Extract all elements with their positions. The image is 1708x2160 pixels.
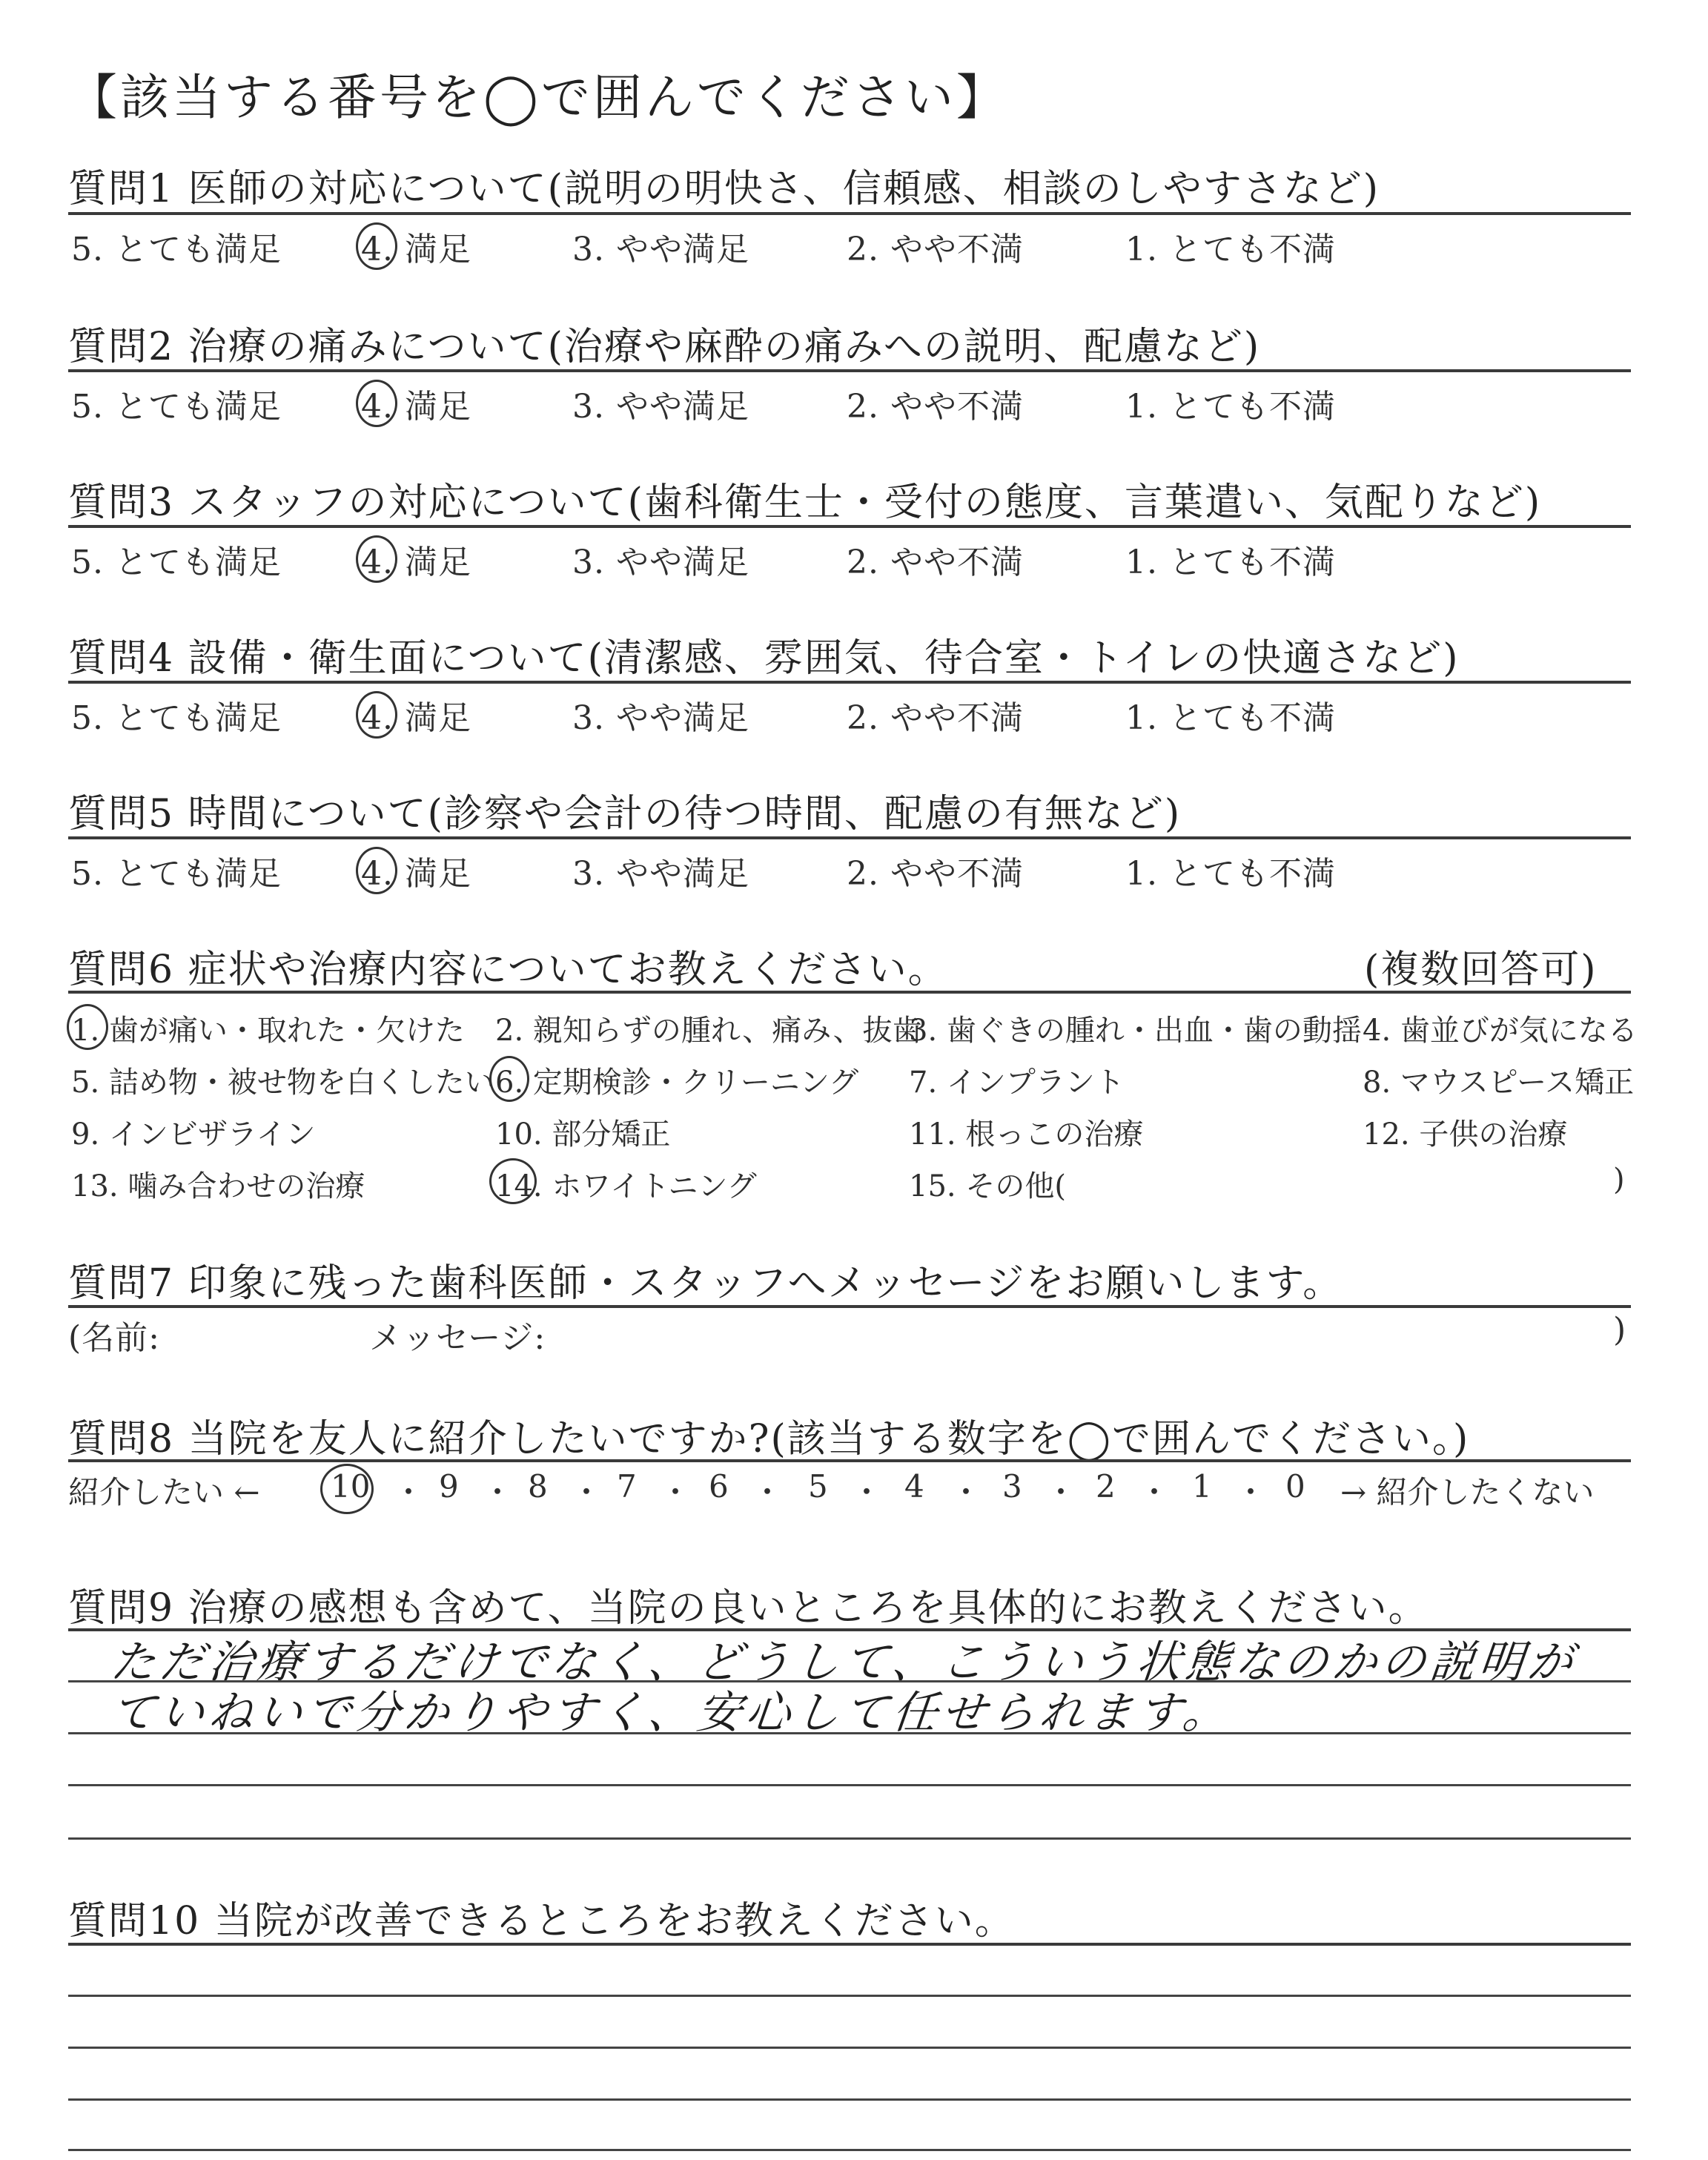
q8-score-2[interactable]: 2 <box>1096 1468 1116 1505</box>
q8-score-3[interactable]: 3 <box>1002 1468 1022 1505</box>
q8-score-9[interactable]: 9 <box>439 1468 459 1505</box>
question-5-title: 質問5 時間について(診察や会計の待つ時間、配慮の有無など) <box>68 792 1182 836</box>
q2-selected-circle <box>356 380 397 427</box>
q9-answer-rule-3 <box>68 1784 1631 1786</box>
q6-item-1-circle <box>67 1004 108 1050</box>
question-6-rule <box>68 991 1631 994</box>
q10-answer-rule-3 <box>68 2098 1631 2101</box>
q8-selected-circle <box>320 1464 374 1514</box>
q1-option-2[interactable]: 2. やや不満 <box>847 231 1024 268</box>
q6-item-15[interactable]: 15. その他( <box>909 1169 1066 1203</box>
question-9-title: 質問9 治療の感想も含めて、当院の良いところを具体的にお教えください。 <box>68 1586 1429 1631</box>
q1-option-1[interactable]: 1. とても不満 <box>1125 231 1336 268</box>
q6-item-7[interactable]: 7. インプラント <box>909 1066 1125 1100</box>
q8-score-6[interactable]: 6 <box>709 1468 729 1505</box>
q3-option-1[interactable]: 1. とても不満 <box>1125 544 1336 581</box>
question-1-title: 質問1 医師の対応について(説明の明快さ、信頼感、相談のしやすさなど) <box>68 167 1380 211</box>
q8-score-1[interactable]: 1 <box>1192 1468 1212 1505</box>
q4-option-3[interactable]: 3. やや満足 <box>572 699 749 737</box>
q10-answer-rule-4 <box>68 2149 1631 2151</box>
question-6-title: 質問6 症状や治療内容についてお教えください。 <box>68 948 948 992</box>
q2-option-5[interactable]: 5. とても満足 <box>71 388 282 426</box>
q3-option-2[interactable]: 2. やや不満 <box>847 544 1024 581</box>
q8-dot: ・ <box>1045 1474 1077 1510</box>
q6-item-6[interactable]: 6. 定期検診・クリーニング <box>495 1066 859 1100</box>
q6-item-11[interactable]: 11. 根っこの治療 <box>909 1117 1144 1152</box>
q6-item-14[interactable]: 14. ホワイトニング <box>495 1169 757 1203</box>
q8-score-4[interactable]: 4 <box>904 1468 924 1505</box>
page-heading: 【該当する番号を◯で囲んでください】 <box>68 69 1008 126</box>
q8-dot: ・ <box>571 1474 603 1510</box>
q7-name-label: (名前: <box>68 1319 160 1357</box>
question-4-rule <box>68 681 1631 684</box>
q8-score-7[interactable]: 7 <box>617 1468 637 1505</box>
q9-answer-line-1: ただ治療するだけでなく、どうして、こういう状態なのかの説明が <box>107 1636 1580 1688</box>
q4-option-2[interactable]: 2. やや不満 <box>847 699 1024 737</box>
q8-dot: ・ <box>851 1474 883 1510</box>
q8-dot: ・ <box>660 1474 692 1510</box>
q3-option-5[interactable]: 5. とても満足 <box>71 544 282 581</box>
q3-option-4[interactable]: 4. 満足 <box>361 544 471 581</box>
q8-dot: ・ <box>1139 1474 1171 1510</box>
question-3-rule <box>68 525 1631 528</box>
q5-option-3[interactable]: 3. やや満足 <box>572 855 749 893</box>
q10-answer-rule-1 <box>68 1995 1631 1997</box>
q6-item-10[interactable]: 10. 部分矯正 <box>495 1117 671 1152</box>
q6-item-9[interactable]: 9. インビザライン <box>71 1117 316 1152</box>
q7-message-label: メッセージ: <box>369 1319 546 1357</box>
q9-answer-line-2: ていねいで分かりやすく、安心して任せられます。 <box>107 1687 1235 1739</box>
q6-item-6-circle <box>489 1056 529 1102</box>
question-10-title: 質問10 当院が改善できるところをお教えください。 <box>68 1899 1015 1943</box>
q4-selected-circle <box>356 691 397 739</box>
q1-option-3[interactable]: 3. やや満足 <box>572 231 749 268</box>
q4-option-4[interactable]: 4. 満足 <box>361 699 471 737</box>
q4-option-1[interactable]: 1. とても不満 <box>1125 699 1336 737</box>
question-5-rule <box>68 836 1631 839</box>
q6-item-3[interactable]: 3. 歯ぐきの腫れ・出血・歯の動揺 <box>909 1014 1362 1048</box>
q4-option-5[interactable]: 5. とても満足 <box>71 699 282 737</box>
q5-selected-circle <box>356 847 397 894</box>
q3-option-3[interactable]: 3. やや満足 <box>572 544 749 581</box>
q2-option-3[interactable]: 3. やや満足 <box>572 388 749 426</box>
q8-score-5[interactable]: 5 <box>808 1468 828 1505</box>
question-8-title: 質問8 当院を友人に紹介したいですか?(該当する数字を◯で囲んでください。) <box>68 1417 1470 1462</box>
q6-item-4[interactable]: 4. 歯並びが気になる <box>1363 1014 1638 1048</box>
q8-dot: ・ <box>752 1474 784 1510</box>
q6-item-14-circle <box>489 1158 537 1204</box>
question-6-note: (複数回答可) <box>1364 948 1598 992</box>
q8-dot: ・ <box>393 1474 425 1510</box>
q9-answer-rule-4 <box>68 1837 1631 1840</box>
q7-close-paren: ) <box>1613 1311 1627 1349</box>
q8-score-8[interactable]: 8 <box>528 1468 548 1505</box>
q2-option-2[interactable]: 2. やや不満 <box>847 388 1024 426</box>
q2-option-4[interactable]: 4. 満足 <box>361 388 471 426</box>
q9-answer-rule-2 <box>68 1732 1631 1734</box>
q5-option-5[interactable]: 5. とても満足 <box>71 855 282 893</box>
question-7-rule <box>68 1305 1631 1308</box>
q8-score-10[interactable]: 10 <box>331 1468 371 1505</box>
q10-answer-rule-2 <box>68 2047 1631 2049</box>
q8-dot: ・ <box>950 1474 982 1510</box>
q8-dot: ・ <box>1235 1474 1267 1510</box>
q6-item-13[interactable]: 13. 噛み合わせの治療 <box>71 1169 365 1203</box>
q6-item-15-close: ) <box>1613 1163 1625 1197</box>
q6-item-12[interactable]: 12. 子供の治療 <box>1363 1117 1568 1152</box>
q8-dot: ・ <box>482 1474 514 1510</box>
question-4-title: 質問4 設備・衛生面について(清潔感、雰囲気、待合室・トイレの快適さなど) <box>68 636 1460 681</box>
q5-option-4[interactable]: 4. 満足 <box>361 855 471 893</box>
question-8-rule <box>68 1459 1631 1462</box>
q5-option-1[interactable]: 1. とても不満 <box>1125 855 1336 893</box>
q8-right-label: → 紹介したくない <box>1340 1474 1595 1510</box>
question-2-title: 質問2 治療の痛みについて(治療や麻酔の痛みへの説明、配慮など) <box>68 325 1261 369</box>
q1-option-5[interactable]: 5. とても満足 <box>71 231 282 268</box>
q2-option-1[interactable]: 1. とても不満 <box>1125 388 1336 426</box>
q3-selected-circle <box>356 535 397 583</box>
question-1-rule <box>68 212 1631 215</box>
question-7-title: 質問7 印象に残った歯科医師・スタッフへメッセージをお願いします。 <box>68 1261 1343 1306</box>
q1-selected-circle <box>356 222 397 270</box>
question-10-rule <box>68 1943 1631 1946</box>
question-2-rule <box>68 369 1631 372</box>
q8-left-label: 紹介したい ← <box>68 1474 260 1510</box>
q1-option-4[interactable]: 4. 満足 <box>361 231 471 268</box>
q6-item-5[interactable]: 5. 詰め物・被せ物を白くしたい <box>71 1066 494 1100</box>
q6-item-1[interactable]: 1. 歯が痛い・取れた・欠けた <box>71 1014 465 1048</box>
q6-item-2[interactable]: 2. 親知らずの腫れ、痛み、抜歯 <box>495 1014 922 1048</box>
q6-item-8[interactable]: 8. マウスピース矯正 <box>1363 1066 1635 1100</box>
question-3-title: 質問3 スタッフの対応について(歯科衛生士・受付の態度、言葉遣い、気配りなど) <box>68 480 1542 525</box>
q8-score-0[interactable]: 0 <box>1285 1468 1305 1505</box>
q5-option-2[interactable]: 2. やや不満 <box>847 855 1024 893</box>
